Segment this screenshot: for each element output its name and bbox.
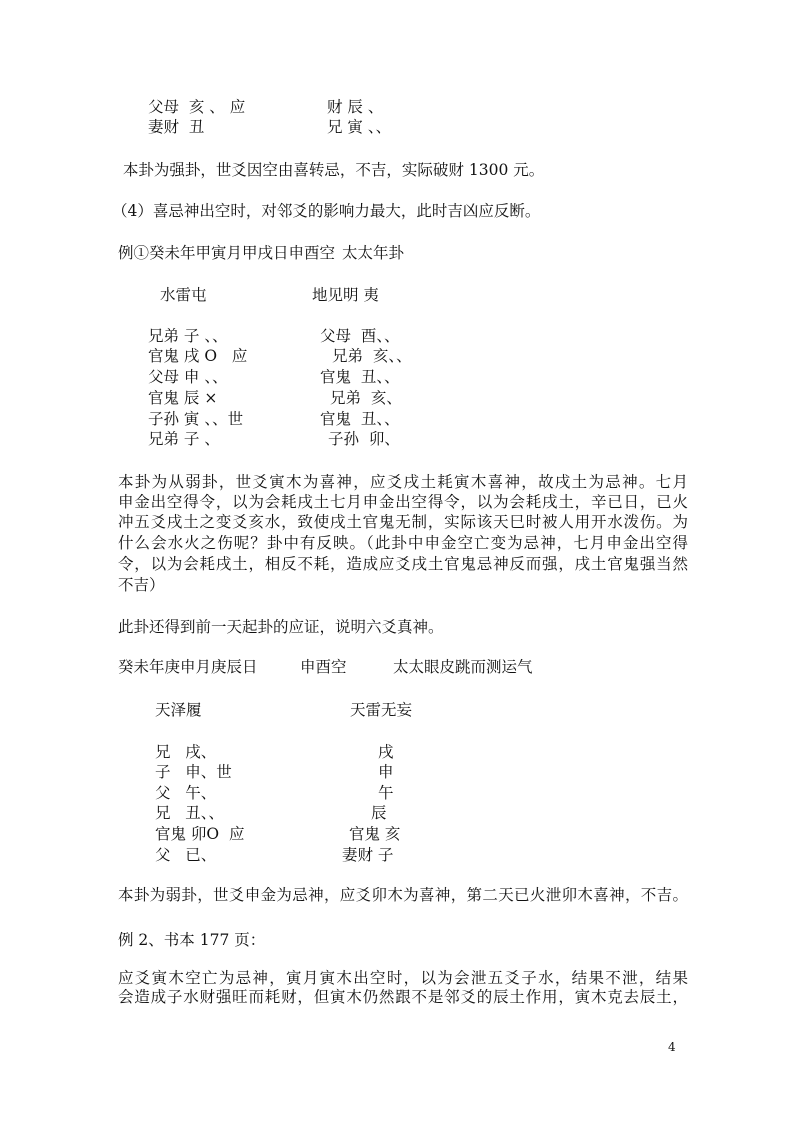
- hexagram-line: 官鬼 卯O 应: [155, 825, 245, 843]
- hexagram-line: 妻财 子: [342, 846, 394, 864]
- hexagram-line: 父 午、: [155, 784, 217, 802]
- page-number: 4: [668, 1040, 676, 1054]
- hexagram-line: 父母 酉、、: [320, 327, 400, 345]
- hexagram-line: 兄 戌、: [155, 743, 217, 761]
- hexagram-line: 申: [378, 763, 394, 781]
- hexagram-line: 子孙 卯、: [328, 430, 400, 448]
- example-empty-branches: 申酉空: [300, 658, 347, 676]
- hexagram-line: 兄 寅 、、: [327, 118, 392, 136]
- hexagram-line: 官鬼 辰 ×: [148, 389, 218, 407]
- example-heading: 例 2、书本 177 页：: [118, 931, 266, 949]
- hexagram-line: 财 辰 、: [327, 98, 384, 116]
- hexagram-line: 兄弟 亥、: [330, 389, 402, 407]
- hexagram-line: 兄弟 子 、: [148, 430, 220, 448]
- hexagram-line: 妻财 丑: [148, 118, 205, 136]
- hexagram-name: 天泽履: [155, 701, 202, 719]
- hexagram-line: 官鬼 丑、、: [320, 368, 400, 386]
- paragraph-line: 应爻寅木空亡为忌神，寅月寅木出空时，以为会泄五爻子水，结果不泄，结果: [118, 969, 688, 987]
- paragraph-line: 会造成子水财强旺而耗财，但寅木仍然跟不是邻爻的辰土作用，寅木克去辰土，: [118, 988, 688, 1006]
- section-heading: （4）喜忌神出空时，对邻爻的影响力最大，此时吉凶应反断。: [112, 202, 541, 220]
- paragraph-line: 不吉）: [118, 576, 165, 594]
- hexagram-line: 官鬼 戌 O 应: [148, 347, 248, 365]
- hexagram-name: 水雷屯: [160, 286, 207, 304]
- hexagram-line: 子孙 寅 、、世: [148, 410, 244, 428]
- example-subtitle: 太太眼皮跳而测运气: [393, 658, 533, 676]
- hexagram-line: 父 已、: [155, 846, 217, 864]
- hexagram-line: 兄弟 子 、、: [148, 327, 228, 345]
- paragraph: 本卦为强卦，世爻因空由喜转忌，不吉，实际破财 1300 元。: [118, 161, 545, 179]
- paragraph-line: 令，以为会耗戌土，相反不耗，造成应爻戌土官鬼忌神反而强，戌土官鬼强当然: [118, 555, 688, 573]
- hexagram-line: 子 申、世: [155, 763, 232, 781]
- hexagram-line: 父母 亥 、 应: [148, 98, 246, 116]
- paragraph-line: 申金出空得令，以为会耗戌土七月申金出空得令，以为会耗戌土，辛已日，已火: [118, 493, 688, 511]
- paragraph-line: 本卦为从弱卦，世爻寅木为喜神，应爻戌土耗寅木喜神，故戌土为忌神。七月: [118, 473, 688, 491]
- paragraph: 此卦还得到前一天起卦的应证，说明六爻真神。: [118, 618, 444, 636]
- example-subtitle: 太太年卦: [342, 244, 405, 262]
- hexagram-name: 天雷无妄: [350, 701, 413, 719]
- example-title: 癸未年庚申月庚辰日: [118, 658, 258, 676]
- example-title: 例①癸未年甲寅月甲戌日申酉空: [118, 244, 336, 262]
- paragraph: 本卦为弱卦，世爻申金为忌神，应爻卯木为喜神，第二天已火泄卯木喜神，不吉。: [118, 886, 688, 904]
- hexagram-line: 官鬼 丑、、: [320, 410, 400, 428]
- hexagram-line: 辰: [371, 804, 387, 822]
- hexagram-line: 兄弟 亥、、: [332, 347, 412, 365]
- hexagram-line: 父母 申 、、: [148, 368, 228, 386]
- paragraph-line: 冲五爻戌土之变爻亥水，致使戌土官鬼无制，实际该天巳时被人用开水泼伤。为: [118, 513, 688, 531]
- hexagram-line: 午: [378, 784, 394, 802]
- hexagram-line: 戌: [378, 743, 394, 761]
- paragraph-line: 什么会水火之伤呢？卦中有反映。（此卦中申金空亡变为忌神，七月申金出空得: [118, 534, 688, 552]
- hexagram-name: 地见明 夷: [312, 286, 379, 304]
- hexagram-line: 兄 丑、、: [155, 804, 225, 822]
- hexagram-line: 官鬼 亥: [349, 825, 401, 843]
